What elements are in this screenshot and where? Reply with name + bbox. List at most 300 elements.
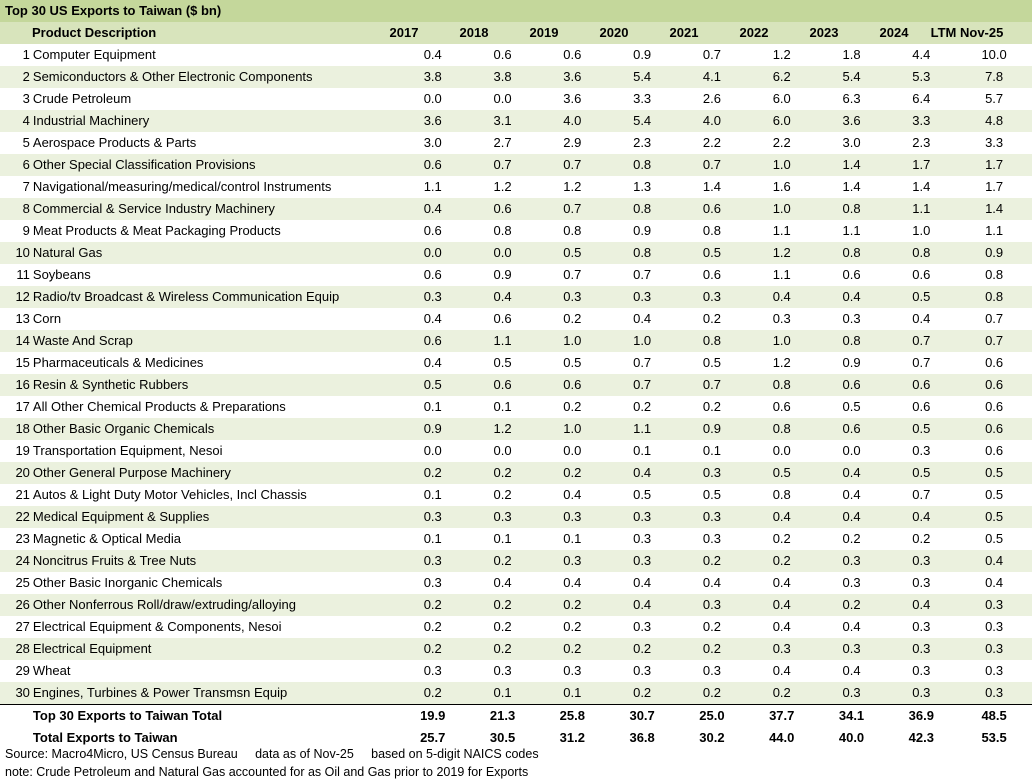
ltm-value-cell: 0.3 bbox=[985, 663, 1004, 678]
year-value-cell: 6.3 bbox=[842, 91, 861, 106]
year-value-cell: 0.7 bbox=[633, 355, 652, 370]
year-value-cell: 0.6 bbox=[493, 47, 512, 62]
year-value-cell: 0.3 bbox=[423, 509, 442, 524]
year-value-cell: 2.3 bbox=[912, 135, 931, 150]
product-description-cell: Noncitrus Fruits & Tree Nuts bbox=[32, 553, 197, 568]
table-row bbox=[0, 440, 1032, 462]
year-value-cell: 0.4 bbox=[772, 509, 791, 524]
table-row bbox=[0, 550, 1032, 572]
year-value-cell: 1.2 bbox=[772, 47, 791, 62]
year-value-cell: 3.3 bbox=[912, 113, 931, 128]
rank-cell: 28 bbox=[15, 641, 30, 656]
year-value-cell: 0.2 bbox=[633, 399, 652, 414]
rank-cell: 10 bbox=[15, 245, 30, 260]
year-value-cell: 1.4 bbox=[702, 179, 721, 194]
totals-value-cell: 36.9 bbox=[908, 708, 934, 723]
rank-cell: 21 bbox=[15, 487, 30, 502]
rank-cell: 1 bbox=[22, 47, 30, 62]
year-value-cell: 0.3 bbox=[493, 663, 512, 678]
totals-label: Top 30 Exports to Taiwan Total bbox=[32, 708, 223, 723]
year-value-cell: 0.2 bbox=[493, 597, 512, 612]
year-value-cell: 0.4 bbox=[842, 663, 861, 678]
product-description-cell: Computer Equipment bbox=[32, 47, 156, 62]
ltm-value-cell: 4.8 bbox=[985, 113, 1004, 128]
year-value-cell: 0.9 bbox=[842, 355, 861, 370]
ltm-value-cell: 0.5 bbox=[985, 509, 1004, 524]
year-value-cell: 0.6 bbox=[493, 311, 512, 326]
year-value-cell: 1.0 bbox=[772, 157, 791, 172]
rank-cell: 7 bbox=[22, 179, 30, 194]
table-row bbox=[0, 572, 1032, 594]
totals-value-cell: 21.3 bbox=[489, 708, 516, 723]
year-value-cell: 0.3 bbox=[633, 289, 652, 304]
year-value-cell: 0.2 bbox=[702, 553, 721, 568]
year-value-cell: 0.4 bbox=[702, 575, 721, 590]
year-value-cell: 0.3 bbox=[842, 553, 861, 568]
table-row bbox=[0, 264, 1032, 286]
table-row bbox=[0, 176, 1032, 198]
year-value-cell: 0.8 bbox=[842, 333, 861, 348]
totals-value-cell: 40.0 bbox=[838, 730, 865, 745]
year-value-cell: 0.2 bbox=[493, 553, 512, 568]
header-year: 2021 bbox=[669, 25, 699, 40]
year-value-cell: 0.0 bbox=[493, 443, 512, 458]
year-value-cell: 0.2 bbox=[772, 531, 791, 546]
year-value-cell: 0.7 bbox=[563, 157, 582, 172]
year-value-cell: 0.0 bbox=[842, 443, 861, 458]
year-value-cell: 0.8 bbox=[702, 223, 721, 238]
year-value-cell: 0.4 bbox=[772, 663, 791, 678]
year-value-cell: 0.3 bbox=[912, 663, 931, 678]
product-description-cell: Other General Purpose Machinery bbox=[32, 465, 231, 480]
rank-cell: 20 bbox=[15, 465, 30, 480]
rank-cell: 23 bbox=[15, 531, 30, 546]
year-value-cell: 0.2 bbox=[563, 399, 582, 414]
table-row bbox=[0, 110, 1032, 132]
year-value-cell: 0.6 bbox=[842, 267, 861, 282]
totals-value-cell: 31.2 bbox=[559, 730, 585, 745]
year-value-cell: 0.3 bbox=[423, 289, 442, 304]
table-row bbox=[0, 638, 1032, 660]
year-value-cell: 1.0 bbox=[772, 201, 791, 216]
table-row bbox=[0, 374, 1032, 396]
year-value-cell: 3.6 bbox=[842, 113, 861, 128]
product-description-cell: Semiconductors & Other Electronic Components bbox=[32, 69, 313, 84]
product-description-cell: Other Special Classification Provisions bbox=[32, 157, 256, 172]
table-row bbox=[0, 308, 1032, 330]
year-value-cell: 0.1 bbox=[423, 531, 442, 546]
rank-cell: 27 bbox=[15, 619, 30, 634]
year-value-cell: 1.3 bbox=[633, 179, 652, 194]
year-value-cell: 1.2 bbox=[772, 245, 791, 260]
product-description-cell: Resin & Synthetic Rubbers bbox=[32, 377, 189, 392]
year-value-cell: 0.3 bbox=[842, 641, 861, 656]
year-value-cell: 0.3 bbox=[633, 663, 652, 678]
table-row bbox=[0, 660, 1032, 682]
year-value-cell: 0.4 bbox=[842, 289, 861, 304]
year-value-cell: 0.8 bbox=[912, 245, 931, 260]
year-value-cell: 0.2 bbox=[563, 311, 582, 326]
year-value-cell: 0.8 bbox=[633, 157, 652, 172]
year-value-cell: 0.3 bbox=[702, 509, 721, 524]
year-value-cell: 0.2 bbox=[493, 487, 512, 502]
source-note: Source: Macro4Micro, US Census Bureau data as of Nov-25 based on 5-digit NAICS codes bbox=[5, 747, 539, 761]
year-value-cell: 0.3 bbox=[633, 509, 652, 524]
year-value-cell: 0.5 bbox=[702, 355, 721, 370]
year-value-cell: 0.3 bbox=[633, 619, 652, 634]
year-value-cell: 0.6 bbox=[423, 157, 442, 172]
table-row bbox=[0, 242, 1032, 264]
year-value-cell: 0.5 bbox=[842, 399, 861, 414]
ltm-value-cell: 0.6 bbox=[985, 355, 1004, 370]
header-year: 2022 bbox=[739, 25, 769, 40]
header-product-description: Product Description bbox=[32, 25, 157, 40]
year-value-cell: 0.4 bbox=[563, 487, 582, 502]
year-value-cell: 5.4 bbox=[842, 69, 861, 84]
year-value-cell: 0.7 bbox=[563, 201, 582, 216]
ltm-value-cell: 0.3 bbox=[985, 685, 1004, 700]
year-value-cell: 0.1 bbox=[563, 531, 582, 546]
year-value-cell: 0.8 bbox=[633, 201, 652, 216]
year-value-cell: 0.9 bbox=[633, 223, 652, 238]
year-value-cell: 0.9 bbox=[702, 421, 721, 436]
year-value-cell: 0.4 bbox=[633, 465, 652, 480]
rank-cell: 6 bbox=[22, 157, 30, 172]
totals-value-cell: 48.5 bbox=[981, 708, 1007, 723]
product-description-cell: Waste And Scrap bbox=[32, 333, 133, 348]
year-value-cell: 0.6 bbox=[912, 399, 931, 414]
year-value-cell: 0.3 bbox=[702, 663, 721, 678]
product-description-cell: Corn bbox=[32, 311, 62, 326]
year-value-cell: 0.4 bbox=[912, 597, 931, 612]
header-year: 2024 bbox=[879, 25, 909, 40]
header-year: 2017 bbox=[389, 25, 419, 40]
year-value-cell: 0.5 bbox=[912, 465, 931, 480]
year-value-cell: 0.6 bbox=[842, 377, 861, 392]
rank-cell: 19 bbox=[15, 443, 30, 458]
table-row bbox=[0, 198, 1032, 220]
year-value-cell: 0.3 bbox=[912, 575, 931, 590]
totals-value-cell: 34.1 bbox=[838, 708, 865, 723]
year-value-cell: 0.0 bbox=[423, 91, 442, 106]
year-value-cell: 0.3 bbox=[563, 553, 582, 568]
year-value-cell: 1.1 bbox=[772, 223, 791, 238]
year-value-cell: 0.5 bbox=[912, 289, 931, 304]
year-value-cell: 1.7 bbox=[912, 157, 931, 172]
year-value-cell: 0.1 bbox=[423, 487, 442, 502]
year-value-cell: 0.2 bbox=[842, 531, 861, 546]
year-value-cell: 0.7 bbox=[912, 355, 931, 370]
year-value-cell: 0.3 bbox=[772, 641, 791, 656]
totals-value-cell: 30.2 bbox=[699, 730, 725, 745]
ltm-value-cell: 0.5 bbox=[985, 487, 1004, 502]
product-description-cell: Autos & Light Duty Motor Vehicles, Incl Chassis bbox=[32, 487, 307, 502]
year-value-cell: 0.2 bbox=[423, 619, 442, 634]
product-description-cell: Electrical Equipment bbox=[32, 641, 152, 656]
year-value-cell: 0.3 bbox=[842, 685, 861, 700]
year-value-cell: 0.6 bbox=[702, 201, 721, 216]
ltm-value-cell: 0.6 bbox=[985, 377, 1004, 392]
year-value-cell: 0.2 bbox=[633, 641, 652, 656]
rank-cell: 26 bbox=[15, 597, 30, 612]
year-value-cell: 0.3 bbox=[563, 663, 582, 678]
year-value-cell: 3.1 bbox=[493, 113, 512, 128]
year-value-cell: 0.3 bbox=[423, 575, 442, 590]
table-row bbox=[0, 154, 1032, 176]
year-value-cell: 0.6 bbox=[563, 47, 582, 62]
product-description-cell: Aerospace Products & Parts bbox=[32, 135, 197, 150]
ltm-value-cell: 0.6 bbox=[985, 399, 1004, 414]
year-value-cell: 0.4 bbox=[493, 289, 512, 304]
year-value-cell: 0.7 bbox=[493, 157, 512, 172]
year-value-cell: 0.8 bbox=[842, 245, 861, 260]
header-year: 2020 bbox=[599, 25, 629, 40]
year-value-cell: 0.7 bbox=[633, 377, 652, 392]
year-value-cell: 0.0 bbox=[493, 91, 512, 106]
year-value-cell: 0.5 bbox=[702, 487, 721, 502]
year-value-cell: 0.2 bbox=[702, 685, 721, 700]
year-value-cell: 0.5 bbox=[702, 245, 721, 260]
year-value-cell: 0.9 bbox=[423, 421, 442, 436]
product-description-cell: Natural Gas bbox=[32, 245, 103, 260]
year-value-cell: 5.4 bbox=[633, 69, 652, 84]
rank-cell: 13 bbox=[15, 311, 30, 326]
year-value-cell: 0.4 bbox=[423, 47, 442, 62]
year-value-cell: 3.6 bbox=[563, 69, 582, 84]
year-value-cell: 1.2 bbox=[493, 179, 512, 194]
year-value-cell: 0.6 bbox=[493, 201, 512, 216]
year-value-cell: 1.0 bbox=[633, 333, 652, 348]
year-value-cell: 4.1 bbox=[702, 69, 721, 84]
ltm-value-cell: 1.7 bbox=[985, 179, 1004, 194]
year-value-cell: 1.0 bbox=[563, 333, 582, 348]
year-value-cell: 1.0 bbox=[772, 333, 791, 348]
year-value-cell: 0.2 bbox=[702, 641, 721, 656]
product-description-cell: Electrical Equipment & Components, Nesoi bbox=[32, 619, 282, 634]
year-value-cell: 0.3 bbox=[633, 553, 652, 568]
year-value-cell: 0.1 bbox=[493, 399, 512, 414]
totals-value-cell: 30.5 bbox=[489, 730, 516, 745]
table-row bbox=[0, 220, 1032, 242]
spacer bbox=[0, 705, 30, 727]
year-value-cell: 1.6 bbox=[772, 179, 791, 194]
year-value-cell: 0.4 bbox=[772, 597, 791, 612]
year-value-cell: 1.1 bbox=[633, 421, 652, 436]
year-value-cell: 0.8 bbox=[702, 333, 721, 348]
year-value-cell: 0.4 bbox=[772, 619, 791, 634]
year-value-cell: 0.6 bbox=[912, 377, 931, 392]
product-description-cell: Medical Equipment & Supplies bbox=[32, 509, 210, 524]
table-row bbox=[0, 594, 1032, 616]
year-value-cell: 2.2 bbox=[772, 135, 791, 150]
rank-cell: 11 bbox=[16, 267, 30, 282]
year-value-cell: 0.6 bbox=[772, 399, 791, 414]
table-row bbox=[0, 462, 1032, 484]
year-value-cell: 0.4 bbox=[633, 575, 652, 590]
year-value-cell: 6.0 bbox=[772, 91, 791, 106]
year-value-cell: 3.8 bbox=[423, 69, 442, 84]
year-value-cell: 0.2 bbox=[493, 619, 512, 634]
rank-cell: 9 bbox=[22, 223, 30, 238]
table-title: Top 30 US Exports to Taiwan ($ bn) bbox=[0, 0, 1032, 22]
year-value-cell: 0.4 bbox=[493, 575, 512, 590]
header-year: 2018 bbox=[459, 25, 489, 40]
year-value-cell: 0.3 bbox=[912, 685, 931, 700]
year-value-cell: 0.7 bbox=[702, 47, 721, 62]
year-value-cell: 0.7 bbox=[702, 377, 721, 392]
table-totals bbox=[0, 704, 1032, 749]
year-value-cell: 0.3 bbox=[842, 575, 861, 590]
year-value-cell: 0.2 bbox=[423, 597, 442, 612]
year-value-cell: 0.8 bbox=[772, 377, 791, 392]
year-value-cell: 0.8 bbox=[772, 487, 791, 502]
year-value-cell: 0.3 bbox=[702, 597, 721, 612]
rank-cell: 24 bbox=[15, 553, 30, 568]
ltm-value-cell: 0.5 bbox=[985, 465, 1004, 480]
product-description-cell: Industrial Machinery bbox=[32, 113, 150, 128]
year-value-cell: 0.3 bbox=[633, 531, 652, 546]
totals-value-cell: 19.9 bbox=[420, 708, 446, 723]
year-value-cell: 6.0 bbox=[772, 113, 791, 128]
year-value-cell: 3.6 bbox=[563, 91, 582, 106]
year-value-cell: 0.0 bbox=[423, 245, 442, 260]
product-description-cell: Soybeans bbox=[32, 267, 91, 282]
year-value-cell: 0.3 bbox=[772, 311, 791, 326]
table-row bbox=[0, 682, 1032, 704]
table-row bbox=[0, 352, 1032, 374]
year-value-cell: 0.6 bbox=[842, 421, 861, 436]
year-value-cell: 0.6 bbox=[423, 267, 442, 282]
year-value-cell: 1.0 bbox=[912, 223, 931, 238]
table-row bbox=[0, 66, 1032, 88]
totals-value-cell: 44.0 bbox=[769, 730, 795, 745]
year-value-cell: 0.3 bbox=[912, 553, 931, 568]
ltm-value-cell: 3.3 bbox=[985, 135, 1004, 150]
year-value-cell: 0.5 bbox=[423, 377, 442, 392]
year-value-cell: 0.4 bbox=[423, 355, 442, 370]
totals-value-cell: 42.3 bbox=[908, 730, 934, 745]
year-value-cell: 5.4 bbox=[633, 113, 652, 128]
year-value-cell: 1.1 bbox=[842, 223, 861, 238]
year-value-cell: 3.6 bbox=[423, 113, 442, 128]
year-value-cell: 0.6 bbox=[563, 377, 582, 392]
year-value-cell: 0.4 bbox=[912, 311, 931, 326]
year-value-cell: 0.0 bbox=[563, 443, 582, 458]
totals-value-cell: 25.8 bbox=[559, 708, 585, 723]
rank-cell: 15 bbox=[15, 355, 30, 370]
year-value-cell: 1.2 bbox=[493, 421, 512, 436]
year-value-cell: 3.0 bbox=[842, 135, 861, 150]
year-value-cell: 0.2 bbox=[842, 597, 861, 612]
ltm-value-cell: 0.5 bbox=[985, 531, 1004, 546]
rank-cell: 30 bbox=[15, 685, 30, 700]
ltm-value-cell: 1.1 bbox=[985, 223, 1004, 238]
year-value-cell: 0.7 bbox=[563, 267, 582, 282]
ltm-value-cell: 7.8 bbox=[985, 69, 1004, 84]
header-row bbox=[0, 22, 1032, 44]
year-value-cell: 0.6 bbox=[912, 267, 931, 282]
product-description-cell: Engines, Turbines & Power Transmsn Equip bbox=[32, 685, 288, 700]
year-value-cell: 0.2 bbox=[563, 465, 582, 480]
product-description-cell: Crude Petroleum bbox=[32, 91, 132, 106]
year-value-cell: 0.3 bbox=[493, 509, 512, 524]
ltm-value-cell: 0.4 bbox=[985, 575, 1004, 590]
header-year: 2023 bbox=[809, 25, 839, 40]
year-value-cell: 0.5 bbox=[633, 487, 652, 502]
product-description-cell: Pharmaceuticals & Medicines bbox=[32, 355, 204, 370]
product-description-cell: Magnetic & Optical Media bbox=[32, 531, 182, 546]
year-value-cell: 2.3 bbox=[633, 135, 652, 150]
ltm-value-cell: 0.3 bbox=[985, 619, 1004, 634]
year-value-cell: 0.7 bbox=[912, 333, 931, 348]
year-value-cell: 0.4 bbox=[633, 597, 652, 612]
totals-value-cell: 53.5 bbox=[981, 730, 1007, 745]
product-description-cell: Commercial & Service Industry Machinery bbox=[32, 201, 275, 216]
year-value-cell: 3.0 bbox=[423, 135, 442, 150]
year-value-cell: 0.8 bbox=[493, 223, 512, 238]
ltm-value-cell: 0.8 bbox=[985, 267, 1004, 282]
year-value-cell: 0.3 bbox=[563, 289, 582, 304]
year-value-cell: 0.5 bbox=[912, 421, 931, 436]
year-value-cell: 0.4 bbox=[633, 311, 652, 326]
rank-cell: 16 bbox=[15, 377, 30, 392]
rank-cell: 8 bbox=[22, 201, 30, 216]
year-value-cell: 0.6 bbox=[423, 333, 442, 348]
ltm-value-cell: 0.8 bbox=[985, 289, 1004, 304]
year-value-cell: 0.8 bbox=[842, 201, 861, 216]
year-value-cell: 0.2 bbox=[563, 641, 582, 656]
totals-value-cell: 25.7 bbox=[420, 730, 446, 745]
ltm-value-cell: 1.4 bbox=[985, 201, 1004, 216]
year-value-cell: 1.4 bbox=[842, 179, 861, 194]
year-value-cell: 0.1 bbox=[493, 685, 512, 700]
totals-value-cell: 37.7 bbox=[769, 708, 795, 723]
year-value-cell: 0.2 bbox=[912, 531, 931, 546]
year-value-cell: 0.3 bbox=[912, 443, 931, 458]
table-row bbox=[0, 396, 1032, 418]
product-description-cell: All Other Chemical Products & Preparations bbox=[32, 399, 286, 414]
year-value-cell: 0.2 bbox=[423, 641, 442, 656]
year-value-cell: 6.4 bbox=[912, 91, 931, 106]
year-value-cell: 2.7 bbox=[493, 135, 512, 150]
ltm-value-cell: 0.7 bbox=[985, 311, 1004, 326]
year-value-cell: 0.0 bbox=[493, 245, 512, 260]
ltm-value-cell: 0.6 bbox=[985, 421, 1004, 436]
table-row bbox=[0, 616, 1032, 638]
year-value-cell: 0.4 bbox=[423, 201, 442, 216]
year-value-cell: 3.8 bbox=[493, 69, 512, 84]
year-value-cell: 0.2 bbox=[702, 619, 721, 634]
year-value-cell: 0.2 bbox=[423, 685, 442, 700]
year-value-cell: 1.1 bbox=[772, 267, 791, 282]
table-row bbox=[0, 484, 1032, 506]
table-row bbox=[0, 132, 1032, 154]
year-value-cell: 0.9 bbox=[493, 267, 512, 282]
year-value-cell: 0.4 bbox=[842, 619, 861, 634]
year-value-cell: 0.4 bbox=[772, 575, 791, 590]
ltm-value-cell: 0.3 bbox=[985, 641, 1004, 656]
year-value-cell: 0.5 bbox=[493, 355, 512, 370]
totals-value-cell: 36.8 bbox=[629, 730, 655, 745]
product-description-cell: Other Basic Inorganic Chemicals bbox=[32, 575, 223, 590]
year-value-cell: 0.0 bbox=[772, 443, 791, 458]
year-value-cell: 2.2 bbox=[702, 135, 721, 150]
year-value-cell: 0.4 bbox=[842, 509, 861, 524]
year-value-cell: 0.2 bbox=[423, 465, 442, 480]
rank-cell: 12 bbox=[15, 289, 30, 304]
year-value-cell: 0.8 bbox=[563, 223, 582, 238]
totals-label: Total Exports to Taiwan bbox=[32, 730, 178, 745]
